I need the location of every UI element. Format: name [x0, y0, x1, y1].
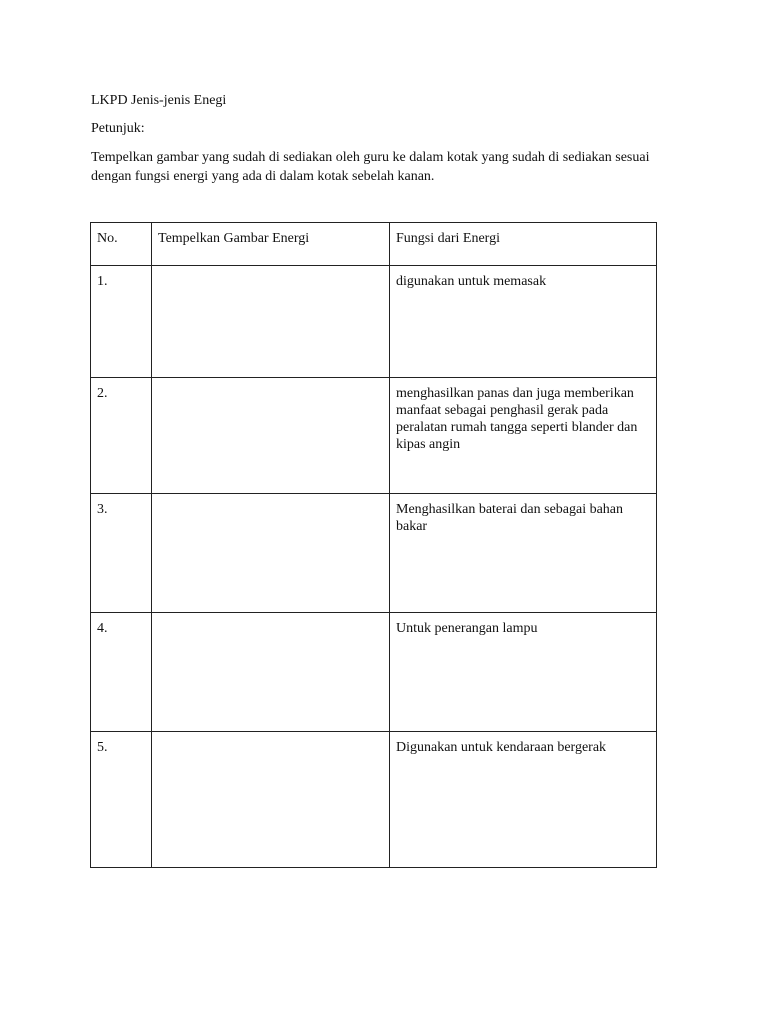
image-paste-box: [152, 266, 390, 378]
document-title: LKPD Jenis-jenis Enegi: [91, 93, 227, 108]
table-row: [91, 613, 657, 732]
energy-function: menghasilkan panas dan juga memberikan manfaat sebagai penghasil gerak pada peralatan rumah tangga seperti blander dan kipas angin: [390, 378, 657, 494]
energy-function: Menghasilkan baterai dan sebagai bahan bakar: [390, 494, 657, 613]
table-row: [91, 266, 657, 378]
row-number: 1.: [91, 266, 152, 378]
table-header-row: [91, 223, 657, 266]
row-number: 2.: [91, 378, 152, 494]
instructions-text: Tempelkan gambar yang sudah di sediakan oleh guru ke dalam kotak yang sudah di sediakan sesuai dengan fungsi energi yang ada di dalam kotak sebelah kanan.: [91, 150, 650, 184]
table-row: [91, 378, 657, 494]
table-row: [91, 732, 657, 868]
instructions-label: Petunjuk:: [91, 121, 145, 136]
image-paste-box: [152, 613, 390, 732]
header-image: Tempelkan Gambar Energi: [152, 223, 390, 266]
row-number: 4.: [91, 613, 152, 732]
header-no: No.: [91, 223, 152, 266]
row-number: 5.: [91, 732, 152, 868]
energy-function: Untuk penerangan lampu: [390, 613, 657, 732]
header-function: Fungsi dari Energi: [390, 223, 657, 266]
energy-function: digunakan untuk memasak: [390, 266, 657, 378]
image-paste-box: [152, 378, 390, 494]
row-number: 3.: [91, 494, 152, 613]
image-paste-box: [152, 494, 390, 613]
image-paste-box: [152, 732, 390, 868]
energy-function: Digunakan untuk kendaraan bergerak: [390, 732, 657, 868]
energy-worksheet-table: [90, 222, 657, 868]
table-row: [91, 494, 657, 613]
